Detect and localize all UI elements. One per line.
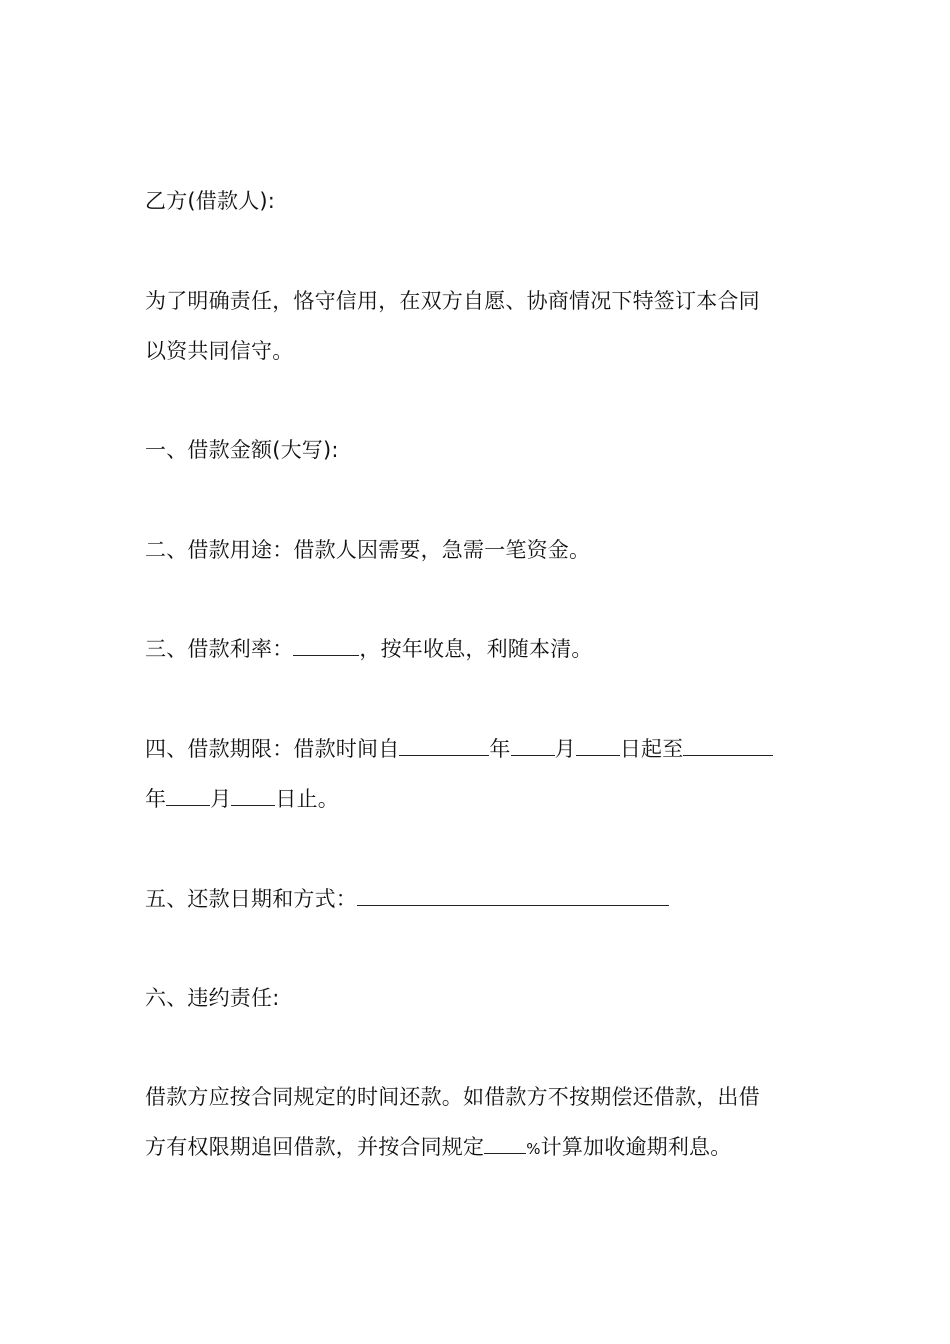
intro-line-2: 以资共同信守。 xyxy=(145,339,294,363)
breach-line-2-suffix: 计算加收逾期利息。 xyxy=(540,1135,732,1159)
end-month-blank xyxy=(166,785,210,806)
clause-4-term-line-2 xyxy=(145,784,339,814)
clause-4-term-line-1 xyxy=(145,734,773,764)
percent-sign: % xyxy=(526,1140,541,1158)
clause-1-amount: 一、借款金额(大写): xyxy=(145,438,339,462)
end-day-label: 日止。 xyxy=(275,787,340,811)
intro-line-1: 为了明确责任，恪守信用，在双方自愿、协商情况下特签订本合同 xyxy=(145,289,760,313)
start-year-label: 年 xyxy=(489,737,511,761)
end-year-label: 年 xyxy=(145,787,167,811)
end-month-label: 月 xyxy=(210,787,232,811)
clause-5-prefix: 五、还款日期和方式： xyxy=(145,887,357,911)
clause-3-suffix: ，按年收息，利随本清。 xyxy=(359,637,593,661)
start-day-label: 日起至 xyxy=(619,737,684,761)
breach-line-2 xyxy=(145,1132,731,1164)
overdue-percent-blank xyxy=(484,1133,526,1154)
end-year-blank xyxy=(683,735,773,756)
clause-6-breach: 六、违约责任: xyxy=(145,986,280,1010)
clause-3-prefix: 三、借款利率： xyxy=(145,637,294,661)
clause-5-repayment xyxy=(145,884,669,914)
clause-2-purpose: 二、借款用途：借款人因需要，急需一笔资金。 xyxy=(145,538,591,562)
breach-line-2-prefix: 方有权限期追回借款，并按合同规定 xyxy=(145,1135,485,1159)
clause-4-prefix: 四、借款期限：借款时间自 xyxy=(145,737,400,761)
repayment-method-blank xyxy=(357,885,669,906)
end-day-blank xyxy=(231,785,275,806)
start-month-blank xyxy=(511,735,555,756)
clause-3-rate xyxy=(145,634,593,664)
start-year-blank xyxy=(399,735,489,756)
party-b-line: 乙方(借款人): xyxy=(145,189,276,213)
breach-line-1: 借款方应按合同规定的时间还款。如借款方不按期偿还借款，出借 xyxy=(145,1085,760,1109)
rate-blank xyxy=(293,635,359,656)
start-month-label: 月 xyxy=(554,737,576,761)
start-day-blank xyxy=(576,735,620,756)
